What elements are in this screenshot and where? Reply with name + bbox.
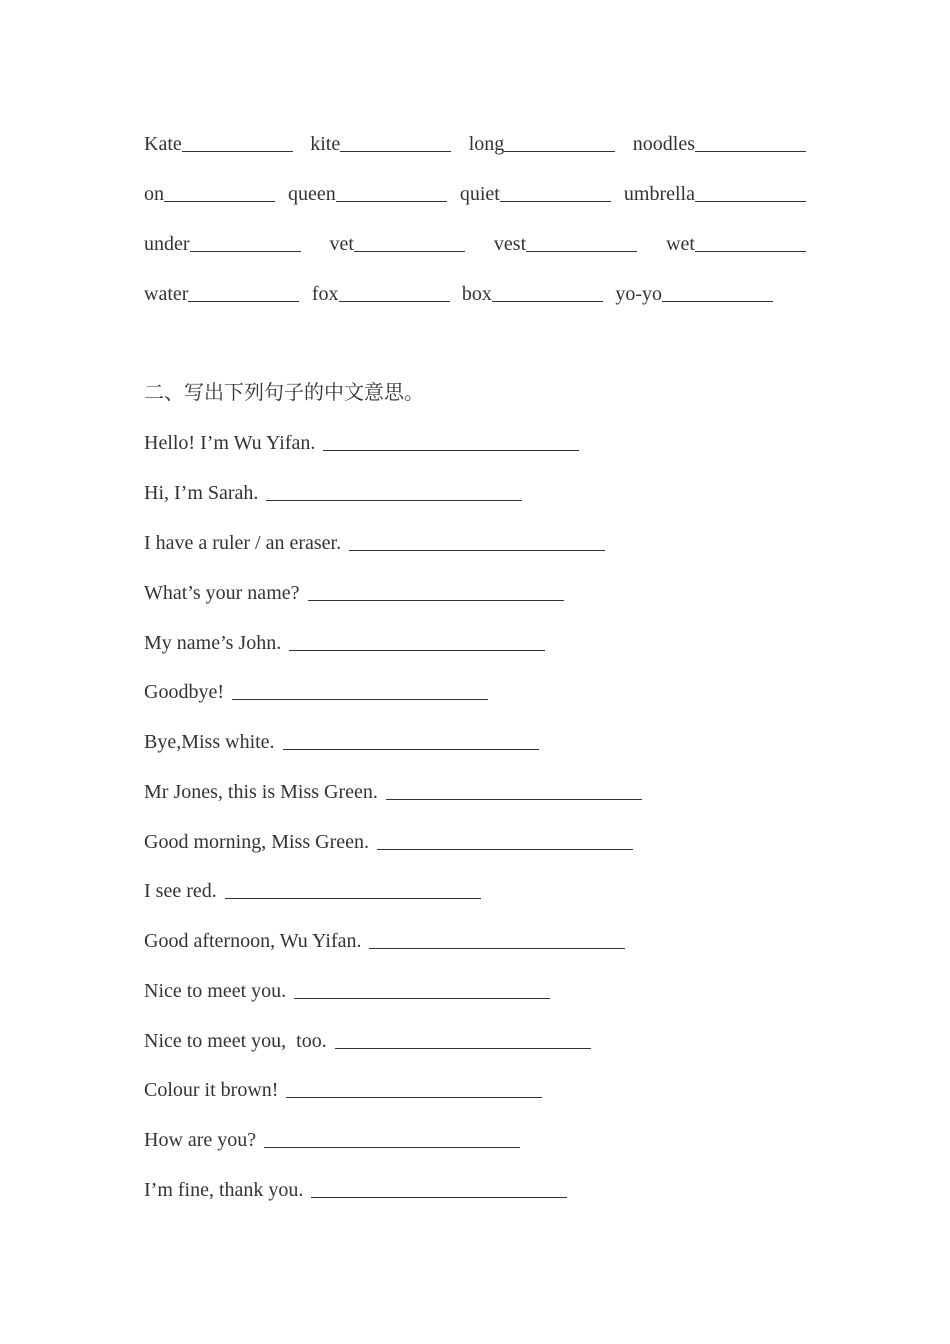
answer-blank[interactable] [340,150,451,152]
sentence-row [144,1072,542,1102]
answer-blank[interactable] [190,250,301,252]
word-item [462,283,603,306]
word-label: under [144,233,190,255]
sentence-row [144,824,633,854]
answer-blank[interactable] [386,798,642,800]
word-label: fox [311,283,339,305]
sentence-row [144,1172,567,1202]
sentence-row [144,425,579,455]
sentence-text: I’m fine, thank you. [144,1179,304,1201]
section-heading: 二、写出下列句子的中文意思。 [144,380,424,404]
answer-blank[interactable] [695,150,806,152]
answer-blank[interactable] [695,200,806,202]
word-item [494,233,637,256]
sentence-row [144,724,539,754]
answer-blank[interactable] [354,250,465,252]
sentence-text: Nice to meet you, too. [144,1030,327,1052]
sentence-text: Nice to meet you. [144,980,287,1002]
sentence-row [144,973,550,1003]
sentence-text: Bye,Miss white. [144,731,275,753]
answer-blank[interactable] [335,1047,591,1049]
answer-blank[interactable] [188,300,299,302]
word-item [144,133,293,156]
answer-blank[interactable] [266,499,522,501]
answer-blank[interactable] [662,300,773,302]
sentence-row [144,923,625,953]
sentence-text: Mr Jones, this is Miss Green. [144,781,378,803]
answer-blank[interactable] [349,549,605,551]
word-item [615,283,773,306]
word-item [144,183,275,206]
word-label: umbrella [623,183,695,205]
answer-blank[interactable] [283,748,539,750]
word-item [312,283,450,306]
word-item [288,183,447,206]
answer-blank[interactable] [526,250,637,252]
word-label: long [468,133,505,155]
word-label: vest [493,233,527,255]
word-row [144,126,806,156]
sentence-text: Colour it brown! [144,1079,279,1101]
word-label: Kate [144,133,182,155]
word-item [624,183,806,206]
word-label: on [144,183,164,205]
word-label: box [461,283,492,305]
sentence-row [144,774,642,804]
sentence-text: What’s your name? [144,582,300,604]
answer-blank[interactable] [164,200,275,202]
word-row [144,226,806,256]
sentence-row [144,873,481,903]
word-item [144,283,299,306]
word-label: kite [310,133,341,155]
sentence-text: Goodbye! [144,681,224,703]
sentence-text: My name’s John. [144,632,282,654]
sentence-text: How are you? [144,1129,257,1151]
word-item [469,133,616,156]
word-label: queen [288,183,336,205]
sentence-text: Good morning, Miss Green. [144,831,369,853]
word-item [666,233,806,256]
sentence-row [144,625,545,655]
word-label: wet [666,233,695,255]
sentence-text: Hello! I’m Wu Yifan. [144,432,316,454]
word-row [144,176,806,206]
word-label: vet [329,233,354,255]
sentence-row [144,525,605,555]
answer-blank[interactable] [695,250,806,252]
sentence-text: I have a ruler / an eraser. [144,532,342,554]
sentence-row [144,1023,591,1053]
answer-blank[interactable] [294,997,550,999]
answer-blank[interactable] [182,150,293,152]
sentence-row [144,1122,520,1152]
answer-blank[interactable] [225,897,481,899]
answer-blank[interactable] [492,300,603,302]
word-label: noodles [632,133,695,155]
word-item [330,233,465,256]
answer-blank[interactable] [232,698,488,700]
word-item [144,233,301,256]
answer-blank[interactable] [264,1146,520,1148]
answer-blank[interactable] [308,599,564,601]
answer-blank[interactable] [286,1096,542,1098]
answer-blank[interactable] [311,1196,567,1198]
word-item [310,133,451,156]
sentence-text: Good afternoon, Wu Yifan. [144,930,362,952]
answer-blank[interactable] [369,947,625,949]
sentence-text: I see red. [144,880,217,902]
sentence-row [144,575,564,605]
word-item [633,133,806,156]
word-label: quiet [459,183,500,205]
answer-blank[interactable] [289,649,545,651]
word-item [460,183,611,206]
sentence-row [144,674,488,704]
word-label: yo-yo [615,283,662,305]
sentence-text: Hi, I’m Sarah. [144,482,259,504]
answer-blank[interactable] [339,300,450,302]
sentence-row [144,475,522,505]
answer-blank[interactable] [500,200,611,202]
word-label: water [144,283,189,305]
answer-blank[interactable] [336,200,447,202]
answer-blank[interactable] [323,449,579,451]
answer-blank[interactable] [504,150,615,152]
word-row [144,276,773,306]
answer-blank[interactable] [377,848,633,850]
